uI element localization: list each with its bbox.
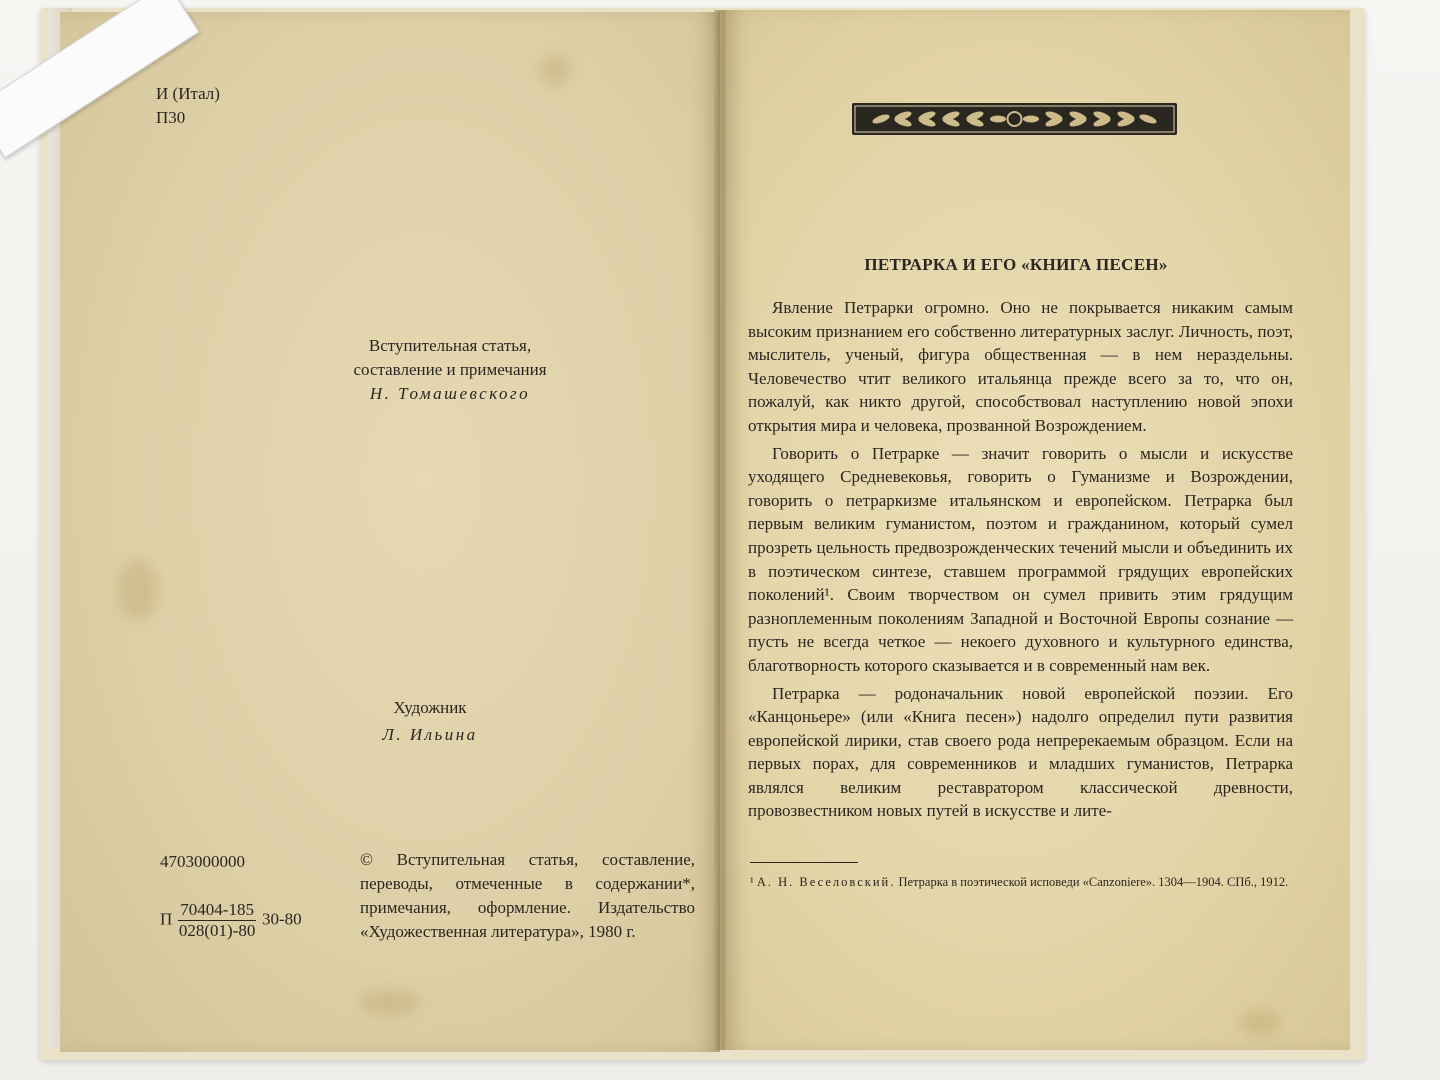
catalog-code-line: П30 bbox=[156, 108, 186, 127]
paragraph: Петрарка — родоначальник новой европейской поэзии. Его «Канцоньере» (или «Книга песен») надолго определил пути развития европейской лирики, став своего рода непререкаемым образцом. Если на первых порах, для современников и младших гуманистов, Петрарка являлся великим реставратором классической древности, провозвестником новых путей в искусстве и лите- bbox=[748, 683, 1293, 821]
price-code-denominator: 028(01)-80 bbox=[178, 921, 256, 940]
footnote-text: Петрарка в поэтической исповеди «Canzoniere». 1304—1904. СПб., 1912. bbox=[898, 875, 1289, 889]
laurel-ornament bbox=[851, 102, 1178, 136]
body-text bbox=[748, 296, 1293, 827]
footnote-marker: ¹ bbox=[750, 875, 754, 889]
catalog-code-line: И (Итал) bbox=[156, 84, 220, 103]
artist-label: Художник bbox=[393, 698, 467, 717]
credits-line: Вступительная статья, bbox=[368, 336, 532, 355]
isbn-code: 4703000000 bbox=[160, 852, 245, 871]
price-code-suffix: 30-80 bbox=[261, 909, 302, 929]
artist-name: Л. Ильина bbox=[382, 725, 478, 744]
footnote-author: А. Н. Веселовский. bbox=[756, 875, 896, 889]
copyright-notice: © Вступительная статья, составление, переводы, отмеченные в содержании*, примечания, оформление. Издательство «Художественная литература», 1980 г. bbox=[360, 850, 695, 941]
page-stain bbox=[540, 55, 570, 85]
paragraph: Говорить о Петрарке — значит говорить о мысли и искусстве уходящего Средневековья, говорить о Гуманизме и Возрождении, говорить о петраркизме итальянском и европейском. Петрарка был первым великим гуманистом, поэтом и гражданином, который сумел прозреть цельность предвозрожденческих течений мысли и объединить их в поэтическом синтезе, ставшем программой грядущих европейских поколений¹. Своим творчеством он сумел привить этим грядущим разноплеменным поколениям Западной и Восточной Европы сознание — пусть не всегда четкое — некоего духовного и культурного единства, благотворность которого сказывается и в современный нам век. bbox=[748, 443, 1293, 675]
paragraph: Явление Петрарки огромно. Оно не покрывается никаким самым высоким признанием его собственно литературных заслуг. Личность, поэт, мыслитель, ученый, фигура общественная — в нем нераздельны. Человечество чтит великого итальянца прежде всего за то, что он, пожалуй, как никто другой, способствовал наступлению новой эпохи открытия мира и человека, прозванной Возрождением. bbox=[748, 298, 1293, 435]
book-gutter bbox=[714, 10, 726, 1050]
page-stain bbox=[1240, 1010, 1280, 1035]
price-code-fraction bbox=[178, 900, 256, 941]
price-code-numerator: 70404-185 bbox=[180, 900, 254, 919]
footnote bbox=[750, 874, 1290, 891]
price-code-prefix: П bbox=[160, 909, 173, 929]
artist-block bbox=[330, 694, 530, 748]
credits-author: Н. Томашевского bbox=[369, 384, 531, 403]
footnote-divider bbox=[750, 862, 858, 863]
chapter-title: ПЕТРАРКА И ЕГО «КНИГА ПЕСЕН» bbox=[864, 255, 1168, 274]
credits-block bbox=[300, 334, 600, 406]
page-stain bbox=[360, 990, 420, 1015]
catalog-code bbox=[156, 82, 220, 130]
page-stain bbox=[118, 560, 158, 620]
credits-line: составление и примечания bbox=[353, 360, 547, 379]
price-code bbox=[160, 900, 302, 941]
